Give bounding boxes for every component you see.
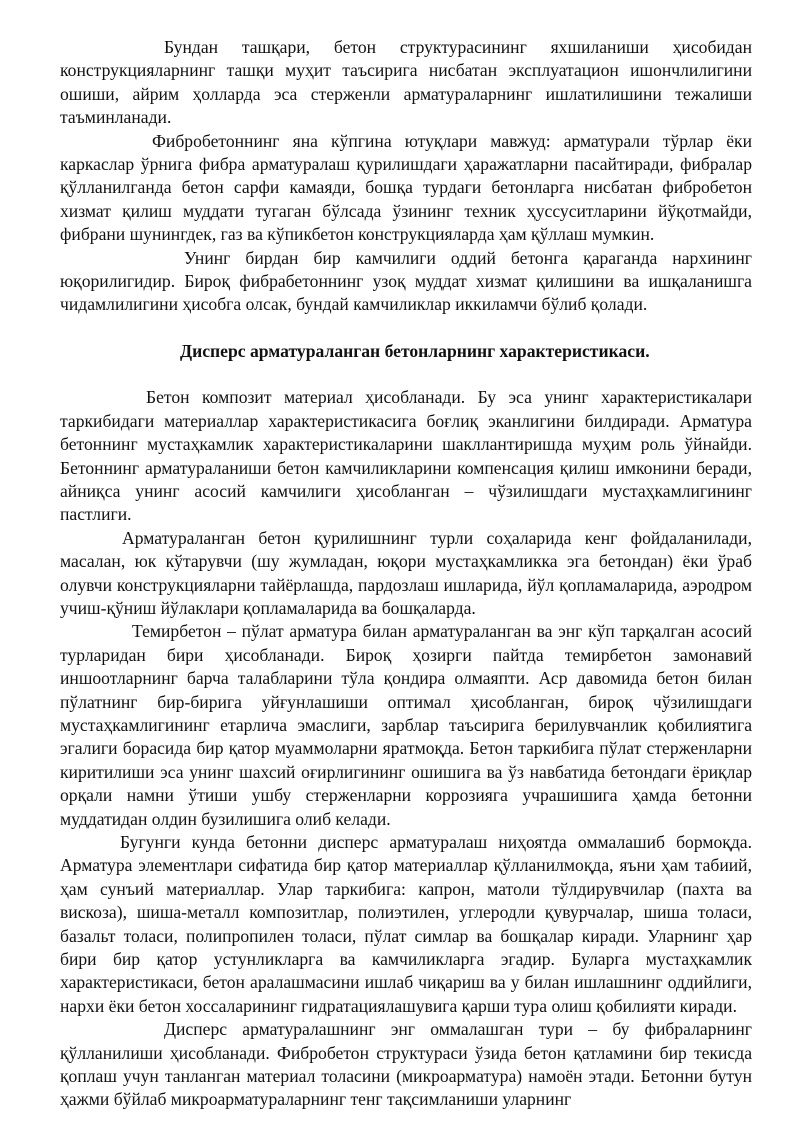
paragraph-2: Фибробетоннинг яна кўпгина ютуқлари мавжуд: арматурали тўрлар ёки каркаслар ўрнига фибра арматуралаш қурилишдаги ҳаражатларни пасайтиради, фибралар қўлланилганда бетон сарфи камаяди, бошқа турдаги бетонларга нисбатан фибробетон хизмат қилиш муддати тугаган бўлсада ўзининг техник ҳуссуситларини йўқотмайди, фибрани шунингдек, газ ва кўпикбетон конструкцияларда ҳам қўллаш мумкин. [60, 130, 752, 245]
paragraph-6: Темирбетон – пўлат арматура билан арматураланган ва энг кўп тарқалган асосий турларидан бири ҳисобланади. Бироқ ҳозирги пайтда темирбетон замонавий иншоотларнинг барча талабларини тўла қондира олмаяпти. Аср давомида бетон билан пўлатнинг бир-бирига уйғунлашиши оптимал ҳисобланган, бироқ чўзилишдаги мустаҳкамлигининг етарлича эмаслиги, зарблар таъсирига берилувчанлик қобилиятига эгалиги борасида бир қатор муаммоларни яратмоқда. Бетон таркибига пўлат стерженларни киритилиши эса унинг шахсий оғирлигининг ошишига ва ўз навбатида бетондаги ёриқлар орқали намни ўтиши ушбу стерженларни коррозияга учрашишига ҳамда бетонни муддатидан олдин бузилишига олиб келади. [60, 621, 752, 829]
blank-line [60, 363, 752, 386]
document-page [60, 36, 752, 1112]
paragraph-3: Унинг бирдан бир камчилиги оддий бетонга қараганда нархининг юқорилигидир. Бироқ фибрабетоннинг узоқ муддат хизмат қилишини ва ишқаланишга чидамлилигини ҳисобга олсак, бундай камчиликлар иккиламчи бўлиб қолади. [60, 247, 752, 315]
paragraph-7: Бугунги кунда бетонни дисперс арматуралаш ниҳоятда оммалашиб бормоқда. Арматура элементлари сифатида бир қатор материаллар қўлланилмоқда, яъни ҳам табиий, ҳам сунъий материаллар. Улар таркибига: капрон, матоли тўлдирувчилар (пахта ва вискоза), шиша-металл композитлар, полиэтилен, углеродли қувурчалар, шиша толаси, базальт толаси, полипропилен толаси, пўлат симлар ва бошқалар киради. Уларнинг ҳар бири бир қатор устунликларга ва камчиликларга эгадир. Буларга мустаҳкамлик характеристикаси, бетон аралашмасини ишлаб чиқариш ва у билан ишлашнинг оддийлиги, нархи ёки бетон хоссаларининг гидратациялашувига қарши тура олиш қобилияти киради. [60, 832, 752, 1016]
paragraph-4: Бетон композит материал ҳисобланади. Бу эса унинг характеристикалари таркибидаги материаллар характеристикасига боғлиқ эканлигини билдиради. Арматура бетоннинг мустаҳкамлик характеристикаларини шакллантиришда муҳим роль ўйнайди. Бетоннинг арматураланиши бетон камчиликларини компенсация қилиш имконини беради, айниқса унинг асосий камчилиги ҳисобланган – чўзилишдаги мустаҳкамлигининг пастлиги. [60, 387, 752, 525]
paragraph-5: Арматураланган бетон қурилишнинг турли соҳаларида кенг фойдаланилади, масалан, юк кўтарувчи (шу жумладан, юқори мустаҳкамликка эга бетондан) ёки ўраб олувчи конструкцияларни тайёрлашда, пардозлаш ишларида, йўл қопламаларида, аэродром учиш-қўниш йўлаклари қопламаларида ва бошқаларда. [60, 527, 752, 618]
section-heading: Дисперс арматураланган бетонларнинг характеристикаси. [180, 340, 650, 361]
paragraph-1: Бундан ташқари, бетон структурасининг яхшиланиши ҳисобидан конструкцияларнинг ташқи муҳит таъсирига нисбатан эксплуатацион ишончлилигини ошиши, айрим ҳолларда эса стерженли арматураларнинг ишлатилишини тежалиши таъминланади. [60, 37, 752, 128]
blank-line [60, 317, 752, 340]
paragraph-8: Дисперс арматуралашнинг энг оммалашган тури – бу фибраларнинг қўлланилиши ҳисобланади. Фибробетон структураси ўзида бетон қатламини бир текисда қоплаш учун танланган материал толасини (микроарматура) намоён этади. Бетонни бутун ҳажми бўйлаб микроарматураларнинг тенг тақсимланиши уларнинг [60, 1019, 752, 1110]
